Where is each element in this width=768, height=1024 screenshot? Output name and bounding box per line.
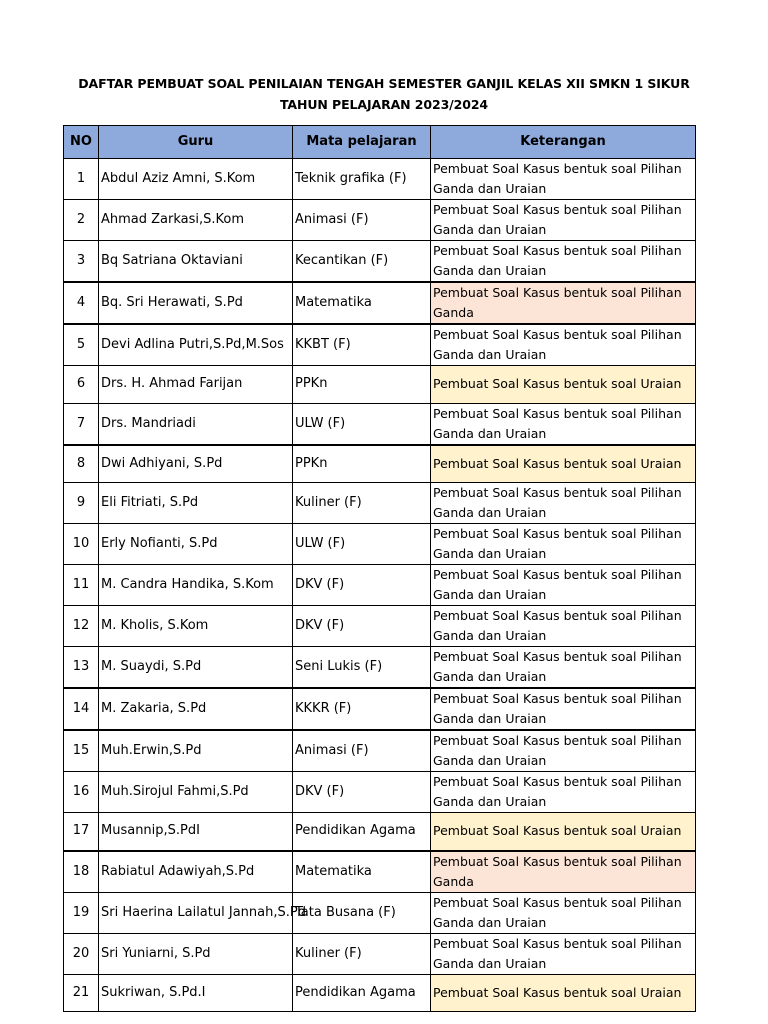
description: Pembuat Soal Kasus bentuk soal Pilihan Ganda dan Uraian bbox=[431, 933, 696, 974]
table-row bbox=[64, 403, 696, 445]
table-row bbox=[64, 324, 696, 366]
document-title: DAFTAR PEMBUAT SOAL PENILAIAN TENGAH SEMESTER GANJIL KELAS XII SMKN 1 SIKUR bbox=[78, 76, 690, 91]
teacher-name: Sukriwan, S.Pd.I bbox=[99, 974, 293, 1012]
header-mata-pelajaran: Mata pelajaran bbox=[293, 126, 431, 159]
teacher-name: Dwi Adhiyani, S.Pd bbox=[99, 445, 293, 483]
row-number: 18 bbox=[64, 851, 99, 893]
description: Pembuat Soal Kasus bentuk soal Pilihan Ganda dan Uraian bbox=[431, 606, 696, 647]
subject-name: Kuliner (F) bbox=[293, 483, 431, 524]
subject-name: Tata Busana (F) bbox=[293, 892, 431, 933]
description: Pembuat Soal Kasus bentuk soal Uraian bbox=[431, 813, 696, 851]
subject-name: Pendidikan Agama bbox=[293, 813, 431, 851]
row-number: 11 bbox=[64, 565, 99, 606]
subject-name: DKV (F) bbox=[293, 565, 431, 606]
row-number: 17 bbox=[64, 813, 99, 851]
teacher-name: Abdul Aziz Amni, S.Kom bbox=[99, 159, 293, 200]
table-row bbox=[64, 772, 696, 813]
teacher-name: Drs. H. Ahmad Farijan bbox=[99, 366, 293, 404]
row-number: 9 bbox=[64, 483, 99, 524]
row-number: 16 bbox=[64, 772, 99, 813]
row-number: 21 bbox=[64, 974, 99, 1012]
row-number: 5 bbox=[64, 324, 99, 366]
subject-name: PPKn bbox=[293, 445, 431, 483]
description: Pembuat Soal Kasus bentuk soal Uraian bbox=[431, 366, 696, 404]
header-keterangan: Keterangan bbox=[431, 126, 696, 159]
subject-name: Kuliner (F) bbox=[293, 933, 431, 974]
teacher-name: Muh.Erwin,S.Pd bbox=[99, 730, 293, 772]
subject-name: ULW (F) bbox=[293, 403, 431, 445]
teacher-name: Bq. Sri Herawati, S.Pd bbox=[99, 282, 293, 324]
header-no: NO bbox=[64, 126, 99, 159]
teacher-name: Muh.Sirojul Fahmi,S.Pd bbox=[99, 772, 293, 813]
table-row bbox=[64, 974, 696, 1012]
description: Pembuat Soal Kasus bentuk soal Pilihan Ganda dan Uraian bbox=[431, 772, 696, 813]
teacher-name: Bq Satriana Oktaviani bbox=[99, 241, 293, 283]
teacher-name: M. Kholis, S.Kom bbox=[99, 606, 293, 647]
table-row bbox=[64, 483, 696, 524]
table-header-row bbox=[64, 126, 696, 159]
table-row bbox=[64, 647, 696, 689]
table-row bbox=[64, 200, 696, 241]
row-number: 7 bbox=[64, 403, 99, 445]
teacher-name: Sri Yuniarni, S.Pd bbox=[99, 933, 293, 974]
table-row bbox=[64, 933, 696, 974]
teacher-name: Ahmad Zarkasi,S.Kom bbox=[99, 200, 293, 241]
description: Pembuat Soal Kasus bentuk soal Pilihan Ganda dan Uraian bbox=[431, 688, 696, 730]
description: Pembuat Soal Kasus bentuk soal Pilihan Ganda dan Uraian bbox=[431, 483, 696, 524]
row-number: 19 bbox=[64, 892, 99, 933]
table-row bbox=[64, 606, 696, 647]
description: Pembuat Soal Kasus bentuk soal Uraian bbox=[431, 445, 696, 483]
description: Pembuat Soal Kasus bentuk soal Pilihan Ganda dan Uraian bbox=[431, 159, 696, 200]
subject-name: PPKn bbox=[293, 366, 431, 404]
subject-name: KKKR (F) bbox=[293, 688, 431, 730]
row-number: 1 bbox=[64, 159, 99, 200]
row-number: 15 bbox=[64, 730, 99, 772]
table-row bbox=[64, 159, 696, 200]
subject-name: Animasi (F) bbox=[293, 730, 431, 772]
description: Pembuat Soal Kasus bentuk soal Pilihan Ganda dan Uraian bbox=[431, 324, 696, 366]
teacher-name: M. Candra Handika, S.Kom bbox=[99, 565, 293, 606]
description: Pembuat Soal Kasus bentuk soal Uraian bbox=[431, 974, 696, 1012]
table-row bbox=[64, 851, 696, 893]
table-row bbox=[64, 282, 696, 324]
teacher-name: Drs. Mandriadi bbox=[99, 403, 293, 445]
subject-name: Matematika bbox=[293, 282, 431, 324]
table-row bbox=[64, 524, 696, 565]
subject-name: Seni Lukis (F) bbox=[293, 647, 431, 689]
description: Pembuat Soal Kasus bentuk soal Pilihan Ganda bbox=[431, 851, 696, 893]
table-row bbox=[64, 730, 696, 772]
description: Pembuat Soal Kasus bentuk soal Pilihan Ganda dan Uraian bbox=[431, 403, 696, 445]
teacher-name: Musannip,S.PdI bbox=[99, 813, 293, 851]
table-row bbox=[64, 813, 696, 851]
description: Pembuat Soal Kasus bentuk soal Pilihan Ganda dan Uraian bbox=[431, 565, 696, 606]
row-number: 6 bbox=[64, 366, 99, 404]
table-row bbox=[64, 565, 696, 606]
description: Pembuat Soal Kasus bentuk soal Pilihan Ganda dan Uraian bbox=[431, 241, 696, 283]
subject-name: ULW (F) bbox=[293, 524, 431, 565]
subject-name: DKV (F) bbox=[293, 772, 431, 813]
table-row bbox=[64, 366, 696, 404]
table-row bbox=[64, 241, 696, 283]
subject-name: Matematika bbox=[293, 851, 431, 893]
teacher-name: Sri Haerina Lailatul Jannah,S.Pd bbox=[99, 892, 293, 933]
description: Pembuat Soal Kasus bentuk soal Pilihan Ganda dan Uraian bbox=[431, 200, 696, 241]
teacher-name: M. Suaydi, S.Pd bbox=[99, 647, 293, 689]
document-subtitle: TAHUN PELAJARAN 2023/2024 bbox=[279, 97, 489, 112]
row-number: 12 bbox=[64, 606, 99, 647]
row-number: 2 bbox=[64, 200, 99, 241]
row-number: 8 bbox=[64, 445, 99, 483]
subject-name: Pendidikan Agama bbox=[293, 974, 431, 1012]
subject-name: Animasi (F) bbox=[293, 200, 431, 241]
teacher-name: Erly Nofianti, S.Pd bbox=[99, 524, 293, 565]
subject-name: KKBT (F) bbox=[293, 324, 431, 366]
teacher-name: Eli Fitriati, S.Pd bbox=[99, 483, 293, 524]
row-number: 4 bbox=[64, 282, 99, 324]
subject-name: Kecantikan (F) bbox=[293, 241, 431, 283]
subject-name: Teknik grafika (F) bbox=[293, 159, 431, 200]
row-number: 20 bbox=[64, 933, 99, 974]
row-number: 10 bbox=[64, 524, 99, 565]
table-row bbox=[64, 688, 696, 730]
teacher-name: Devi Adlina Putri,S.Pd,M.Sos bbox=[99, 324, 293, 366]
description: Pembuat Soal Kasus bentuk soal Pilihan Ganda dan Uraian bbox=[431, 730, 696, 772]
row-number: 14 bbox=[64, 688, 99, 730]
description: Pembuat Soal Kasus bentuk soal Pilihan Ganda dan Uraian bbox=[431, 892, 696, 933]
row-number: 13 bbox=[64, 647, 99, 689]
teacher-table bbox=[63, 125, 696, 1012]
description: Pembuat Soal Kasus bentuk soal Pilihan Ganda bbox=[431, 282, 696, 324]
description: Pembuat Soal Kasus bentuk soal Pilihan Ganda dan Uraian bbox=[431, 524, 696, 565]
teacher-name: Rabiatul Adawiyah,S.Pd bbox=[99, 851, 293, 893]
table-row bbox=[64, 445, 696, 483]
row-number: 3 bbox=[64, 241, 99, 283]
table-row bbox=[64, 892, 696, 933]
description: Pembuat Soal Kasus bentuk soal Pilihan Ganda dan Uraian bbox=[431, 647, 696, 689]
subject-name: DKV (F) bbox=[293, 606, 431, 647]
header-guru: Guru bbox=[99, 126, 293, 159]
teacher-name: M. Zakaria, S.Pd bbox=[99, 688, 293, 730]
